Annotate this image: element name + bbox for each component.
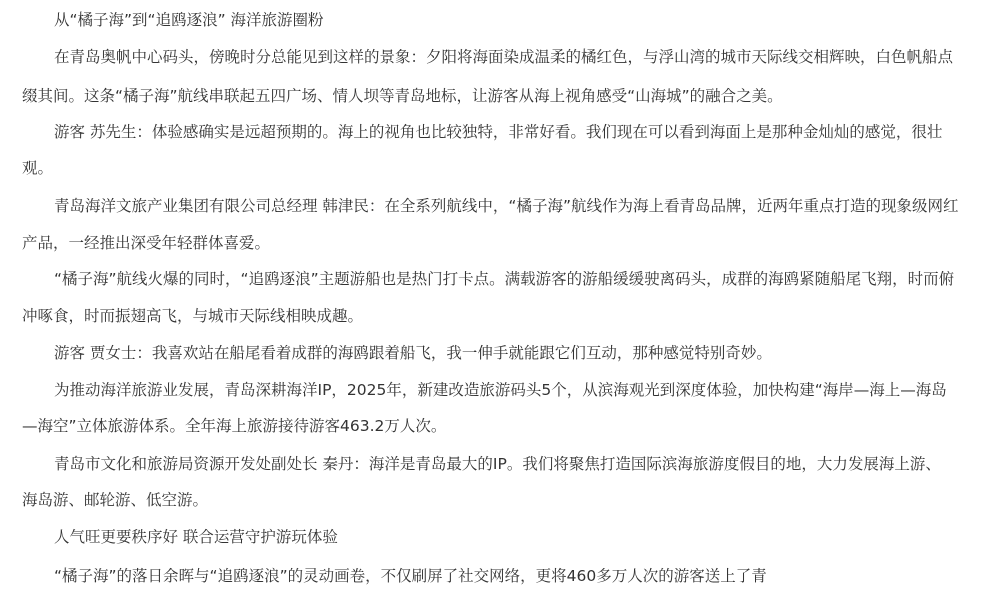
paragraph-line: 青岛市文化和旅游局资源开发处副处长 秦丹：海洋是青岛最大的IP。我们将聚焦打造国际滨海旅游度假目的地，大力发展海上游、 [54,455,941,473]
paragraph-line: “橘子海”航线火爆的同时，“追鸥逐浪”主题游船也是热门打卡点。满载游客的游船缓缓驶离码头，成群的海鸥紧随船尾飞翔，时而俯 [54,270,955,288]
paragraph-line: 缀其间。这条“橘子海”航线串联起五四广场、情人坝等青岛地标，让游客从海上视角感受“山海城”的融合之美。 [22,87,783,105]
section-heading: 从“橘子海”到“追鸥逐浪” 海洋旅游圈粉 [54,11,324,29]
section-heading: 人气旺更要秩序好 联合运营守护游玩体验 [54,528,338,546]
text-fade-overlay [768,560,1008,594]
paragraph-line: 冲啄食，时而振翅高飞，与城市天际线相映成趣。 [22,307,364,325]
paragraph-line: 海岛游、邮轮游、低空游。 [22,491,209,509]
paragraph-line: —海空”立体旅游体系。全年海上旅游接待游客463.2万人次。 [22,417,447,435]
paragraph-line: 游客 苏先生：体验感确实是远超预期的。海上的视角也比较独特，非常好看。我们现在可以看到海面上是那种金灿灿的感觉，很壮 [54,123,943,141]
paragraph-line: 游客 贾女士：我喜欢站在船尾看着成群的海鸥跟着船飞，我一伸手就能跟它们互动，那种感觉特别奇妙。 [54,344,772,362]
paragraph-line: 产品，一经推出深受年轻群体喜爱。 [22,234,271,252]
paragraph-line: 为推动海洋旅游业发展，青岛深耕海洋IP，2025年，新建改造旅游码头5个，从滨海观光到深度体验，加快构建“海岸—海上—海岛 [54,381,947,399]
paragraph-line: 观。 [22,159,54,177]
paragraph-line: “橘子海”的落日余晖与“追鸥逐浪”的灵动画卷，不仅刷屏了社交网络，更将460多万人次的游客送上了青 [54,567,767,585]
paragraph-line: 在青岛奥帆中心码头，傍晚时分总能见到这样的景象：夕阳将海面染成温柔的橘红色，与浮山湾的城市天际线交相辉映，白色帆船点 [54,48,954,66]
paragraph-line: 青岛海洋文旅产业集团有限公司总经理 韩津民：在全系列航线中，“橘子海”航线作为海上看青岛品牌，近两年重点打造的现象级网红 [54,197,959,215]
